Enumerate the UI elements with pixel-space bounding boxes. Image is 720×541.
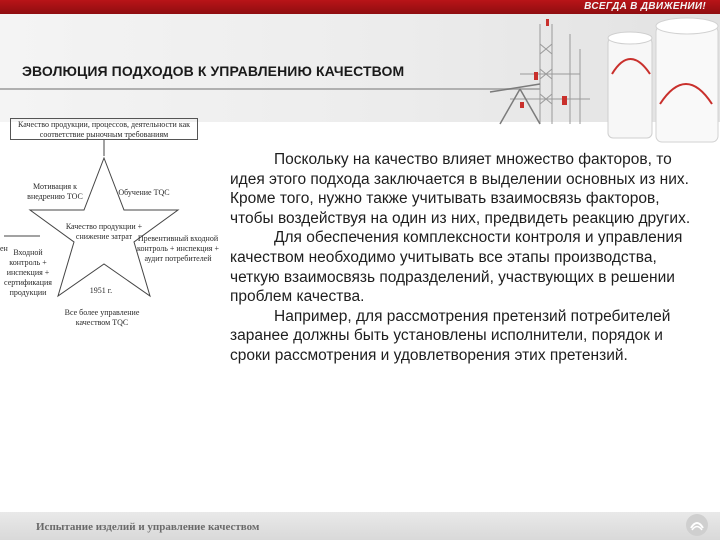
diagram-inspection: Входной контроль + инспекция + сертификация продукции bbox=[4, 248, 52, 297]
diagram-training: Обучение ТQС bbox=[118, 188, 170, 197]
slogan-text: ВСЕГДА В ДВИЖЕНИИ! bbox=[584, 1, 706, 12]
paragraph-2: Для обеспечения комплексности контроля и управления качеством необходимо учитывать все этапы производства, четкую взаимосвязь подразделений, участвующих в решении проблем качества. bbox=[230, 229, 683, 306]
diagram-left-edge: ен bbox=[0, 244, 8, 253]
diagram-management: Все более управление качеством ТQС bbox=[64, 308, 140, 327]
diagram-center: Качество продукции + снижение затрат bbox=[65, 222, 143, 241]
title-underline bbox=[0, 88, 540, 90]
page-title: ЭВОЛЮЦИЯ ПОДХОДОВ К УПРАВЛЕНИЮ КАЧЕСТВОМ bbox=[22, 63, 405, 79]
top-brand-bar bbox=[0, 0, 720, 14]
diagram-prevention: Превентивный входной контроль + инспекция + аудит потребителей bbox=[137, 234, 219, 263]
diagram-motivation: Мотивация к внедрению ТОС bbox=[27, 182, 83, 201]
diagram-top-box: Качество продукции, процессов, деятельности как соответствие рыночным требованиям bbox=[10, 118, 198, 140]
paragraph-1: Поскольку на качество влияет множество факторов, то идея этого подхода заключается в выделении основных из них. Кроме того, нужно также учитывать взаимосвязь факторов, чтобы воздействуя на один из них, предвидеть реакцию других. bbox=[230, 151, 691, 227]
quality-evolution-diagram bbox=[0, 118, 222, 346]
refinery-illustration bbox=[480, 14, 720, 144]
company-logo-icon bbox=[686, 514, 708, 536]
main-content bbox=[230, 150, 692, 366]
diagram-year: 1951 г. bbox=[89, 286, 113, 295]
paragraph-3: Например, для рассмотрения претензий потребителей заранее должны быть установлены исполнители, порядок и сроки рассмотрения и удовлетворения этих претензий. bbox=[230, 307, 671, 364]
footer-title: Испытание изделий и управление качеством bbox=[36, 521, 260, 533]
